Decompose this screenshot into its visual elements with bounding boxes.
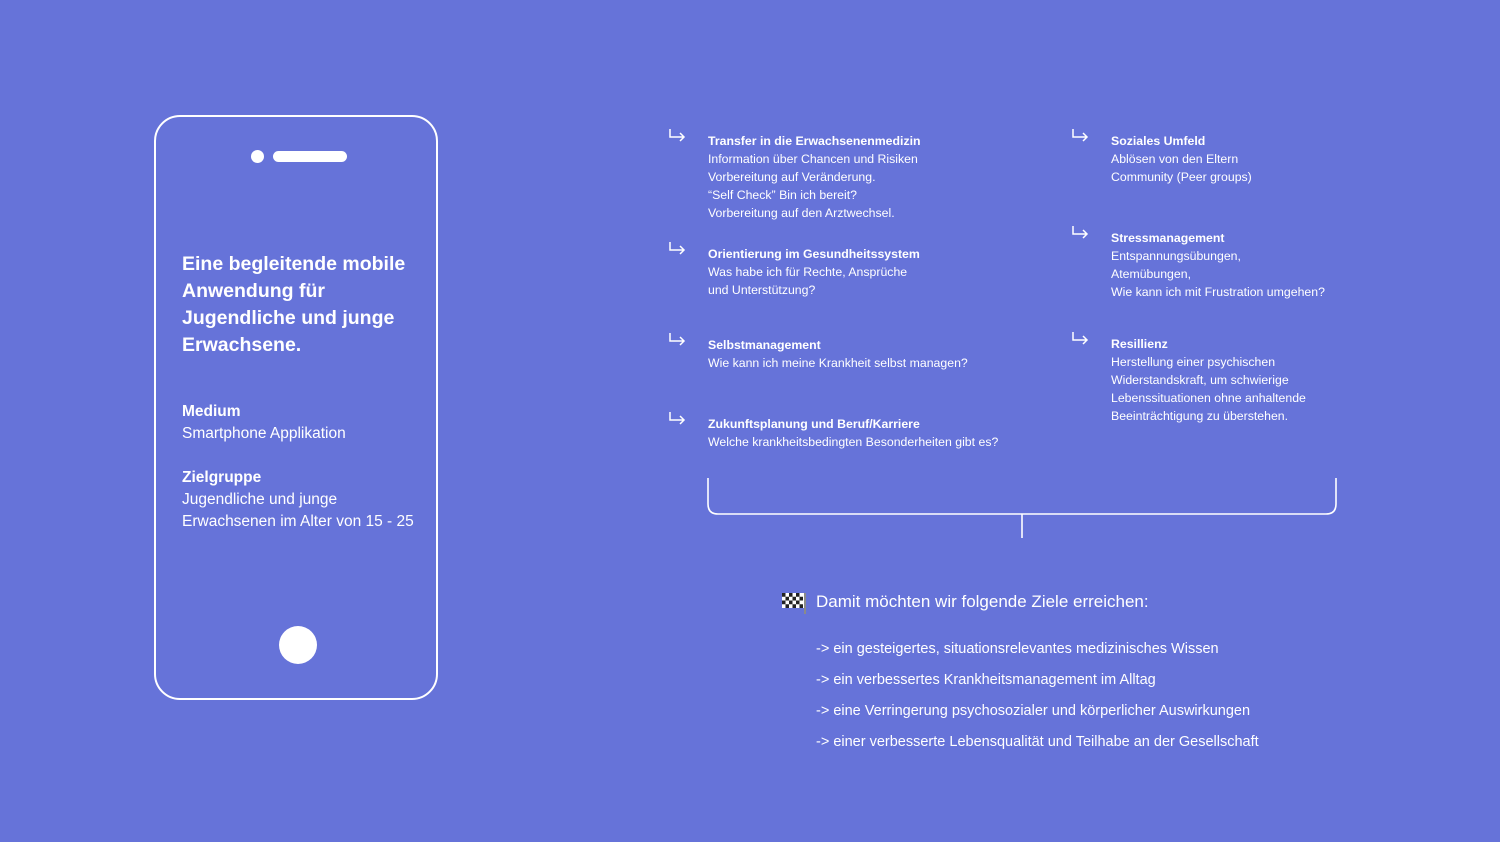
goals-heading: [780, 590, 1149, 614]
topic-career: [708, 415, 998, 451]
goal-item: -> ein verbessertes Krankheitsmanagement im Alltag: [816, 672, 1156, 688]
medium-value: Smartphone Applikation: [182, 425, 346, 442]
topic-orientation: [708, 245, 920, 299]
topic-title: Zukunftsplanung und Beruf/Karriere: [708, 417, 920, 431]
topic-line: Welche krankheitsbedingten Besonderheiten gibt es?: [708, 435, 999, 449]
arrow-return-icon: [1071, 128, 1091, 144]
topic-line: Herstellung einer psychischen: [1111, 355, 1276, 369]
grouping-bracket: [707, 478, 1339, 542]
topic-title: Resillienz: [1111, 337, 1168, 351]
topic-line: und Unterstützung?: [708, 283, 816, 297]
speaker-slot: [273, 151, 347, 162]
target-group-line: Erwachsenen im Alter von 15 - 25: [182, 513, 414, 530]
app-description-title: Eine begleitende mobile Anwendung für Jugendliche und junge Erwachsene.: [182, 253, 406, 356]
camera-dot: [251, 150, 264, 163]
arrow-return-icon: [668, 128, 688, 144]
goals-heading-text: Damit möchten wir folgende Ziele erreichen:: [816, 592, 1149, 611]
checkered-flag-icon: [780, 590, 808, 614]
topic-line: Lebenssituationen ohne anhaltende: [1111, 391, 1306, 405]
arrow-return-icon: [1071, 225, 1091, 241]
topic-resilience: [1111, 335, 1306, 425]
topic-line: Atemübungen,: [1111, 267, 1191, 281]
topic-line: Beeinträchtigung zu überstehen.: [1111, 409, 1289, 423]
topic-line: Ablösen von den Eltern: [1111, 152, 1239, 166]
arrow-return-icon: [668, 241, 688, 257]
topic-line: Wie kann ich meine Krankheit selbst managen?: [708, 356, 968, 370]
topic-title: Orientierung im Gesundheitssystem: [708, 247, 920, 261]
topic-stress-management: [1111, 229, 1325, 301]
topic-line: Widerstandskraft, um schwierige: [1111, 373, 1289, 387]
goal-item: -> ein gesteigertes, situationsrelevantes medizinisches Wissen: [816, 641, 1219, 657]
topic-transfer: [708, 132, 921, 222]
topic-line: Entspannungsübungen,: [1111, 249, 1241, 263]
topic-title: Stressmanagement: [1111, 231, 1225, 245]
topic-line: Wie kann ich mit Frustration umgehen?: [1111, 285, 1325, 299]
topic-line: Community (Peer groups): [1111, 170, 1252, 184]
goal-item: -> einer verbesserte Lebensqualität und Teilhabe an der Gesellschaft: [816, 734, 1259, 750]
topic-title: Selbstmanagement: [708, 338, 821, 352]
topic-line: Information über Chancen und Risiken: [708, 152, 918, 166]
arrow-return-icon: [668, 332, 688, 348]
target-group-info: [182, 467, 432, 533]
topic-title: Soziales Umfeld: [1111, 134, 1206, 148]
arrow-return-icon: [668, 411, 688, 427]
topic-line: “Self Check” Bin ich bereit?: [708, 188, 857, 202]
home-button: [279, 626, 317, 664]
topic-title: Transfer in die Erwachsenenmedizin: [708, 134, 921, 148]
topic-self-management: [708, 336, 968, 372]
medium-label: Medium: [182, 403, 241, 420]
topic-line: Vorbereitung auf den Arztwechsel.: [708, 206, 895, 220]
goal-item: -> eine Verringerung psychosozialer und körperlicher Auswirkungen: [816, 703, 1251, 719]
topic-line: Vorbereitung auf Veränderung.: [708, 170, 876, 184]
arrow-return-icon: [1071, 331, 1091, 347]
target-group-line: Jugendliche und junge: [182, 491, 338, 508]
topic-line: Was habe ich für Rechte, Ansprüche: [708, 265, 908, 279]
phone-mockup: [154, 115, 438, 700]
medium-info: [182, 401, 432, 445]
target-group-label: Zielgruppe: [182, 469, 262, 486]
topic-social-environment: [1111, 132, 1252, 186]
